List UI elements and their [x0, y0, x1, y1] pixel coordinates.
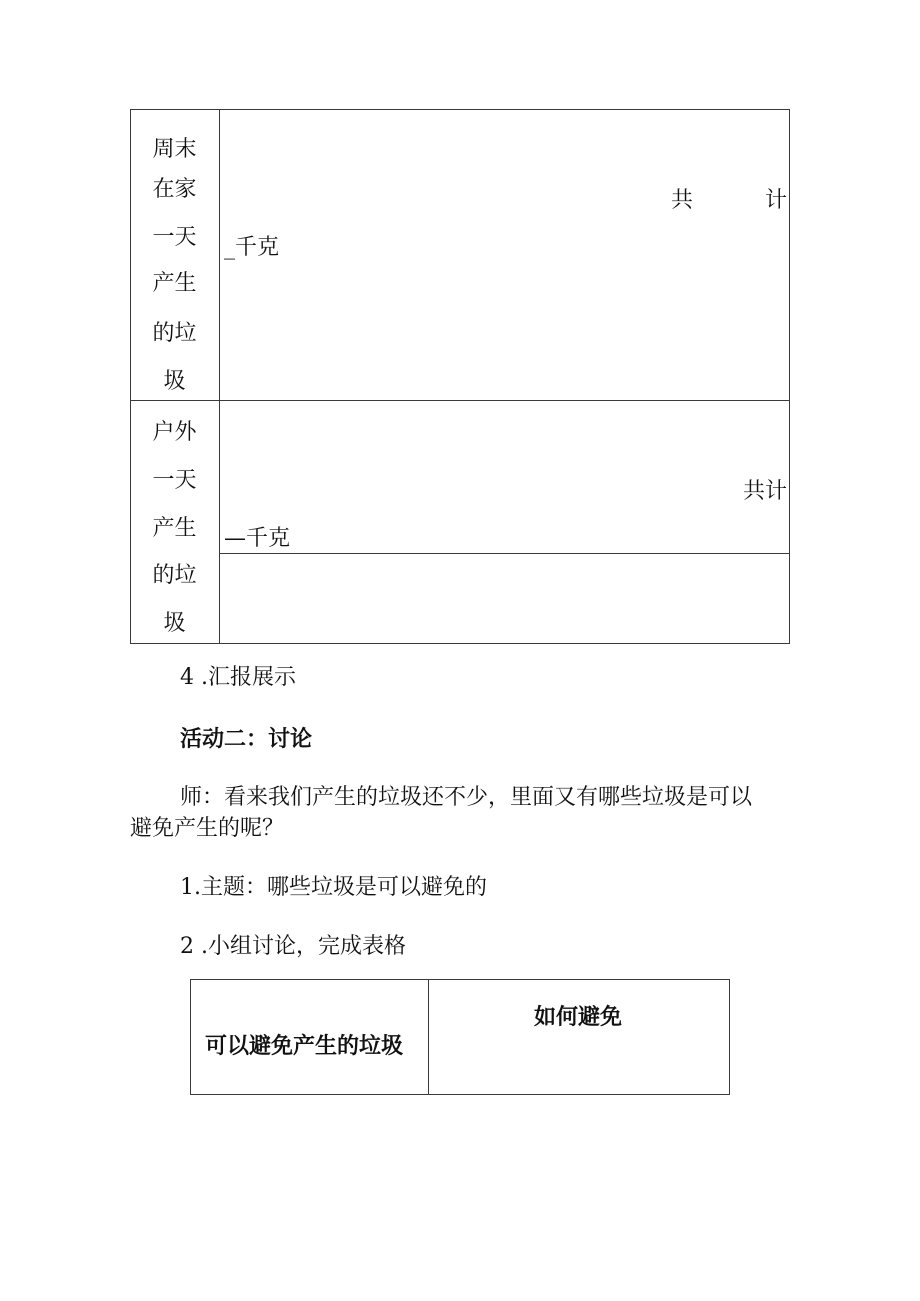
table1-bottom-border — [130, 643, 790, 644]
row1-total-word-2: 计 — [765, 188, 788, 213]
table1-row-divider — [130, 400, 790, 401]
table1-right-border — [789, 109, 790, 644]
row1-label-line: 周末 — [152, 137, 197, 162]
row1-unit-blank: _千克 — [224, 235, 280, 260]
teacher-prompt-line-2: 避免产生的呢？ — [130, 816, 285, 841]
table2-header-avoidable-trash: 可以避免产生的垃圾 — [205, 1033, 404, 1059]
table2-right-border — [729, 979, 730, 1095]
row1-total-word-1: 共 — [671, 188, 694, 213]
table2-bottom-border — [190, 1094, 730, 1095]
group-task: 2 .小组讨论，完成表格 — [180, 934, 406, 959]
row2-label-line: 户外 — [152, 420, 197, 445]
table2-top-border — [190, 979, 730, 980]
row2-label-line: 圾 — [163, 611, 186, 636]
row1-label-line: 产生 — [152, 271, 197, 296]
table1-top-border — [130, 109, 790, 110]
row1-label-line: 圾 — [163, 369, 186, 394]
table2-column-divider — [428, 979, 429, 1095]
row2-label-line: 一天 — [152, 468, 197, 493]
table2-header-how-to-avoid: 如何避免 — [534, 1004, 623, 1030]
table2-left-border — [190, 979, 191, 1095]
row2-label-line: 产生 — [152, 516, 197, 541]
row1-label-line: 的垃 — [152, 321, 197, 346]
report-step: 4 .汇报展示 — [180, 665, 296, 690]
table1-sub-row-divider — [219, 553, 790, 554]
row2-unit-blank: —千克 — [224, 526, 291, 551]
row2-total: 共计 — [743, 479, 788, 504]
row2-label-line: 的垃 — [152, 563, 197, 588]
row1-label-line: 一天 — [152, 225, 197, 250]
activity-two-heading: 活动二：讨论 — [180, 726, 313, 752]
teacher-prompt-line-1: 师：看来我们产生的垃圾还不少，里面又有哪些垃圾是可以 — [180, 785, 753, 810]
discussion-topic: 1.主题：哪些垃圾是可以避免的 — [180, 875, 487, 900]
table1-column-divider — [219, 109, 220, 644]
row1-label-line: 在家 — [152, 177, 197, 202]
